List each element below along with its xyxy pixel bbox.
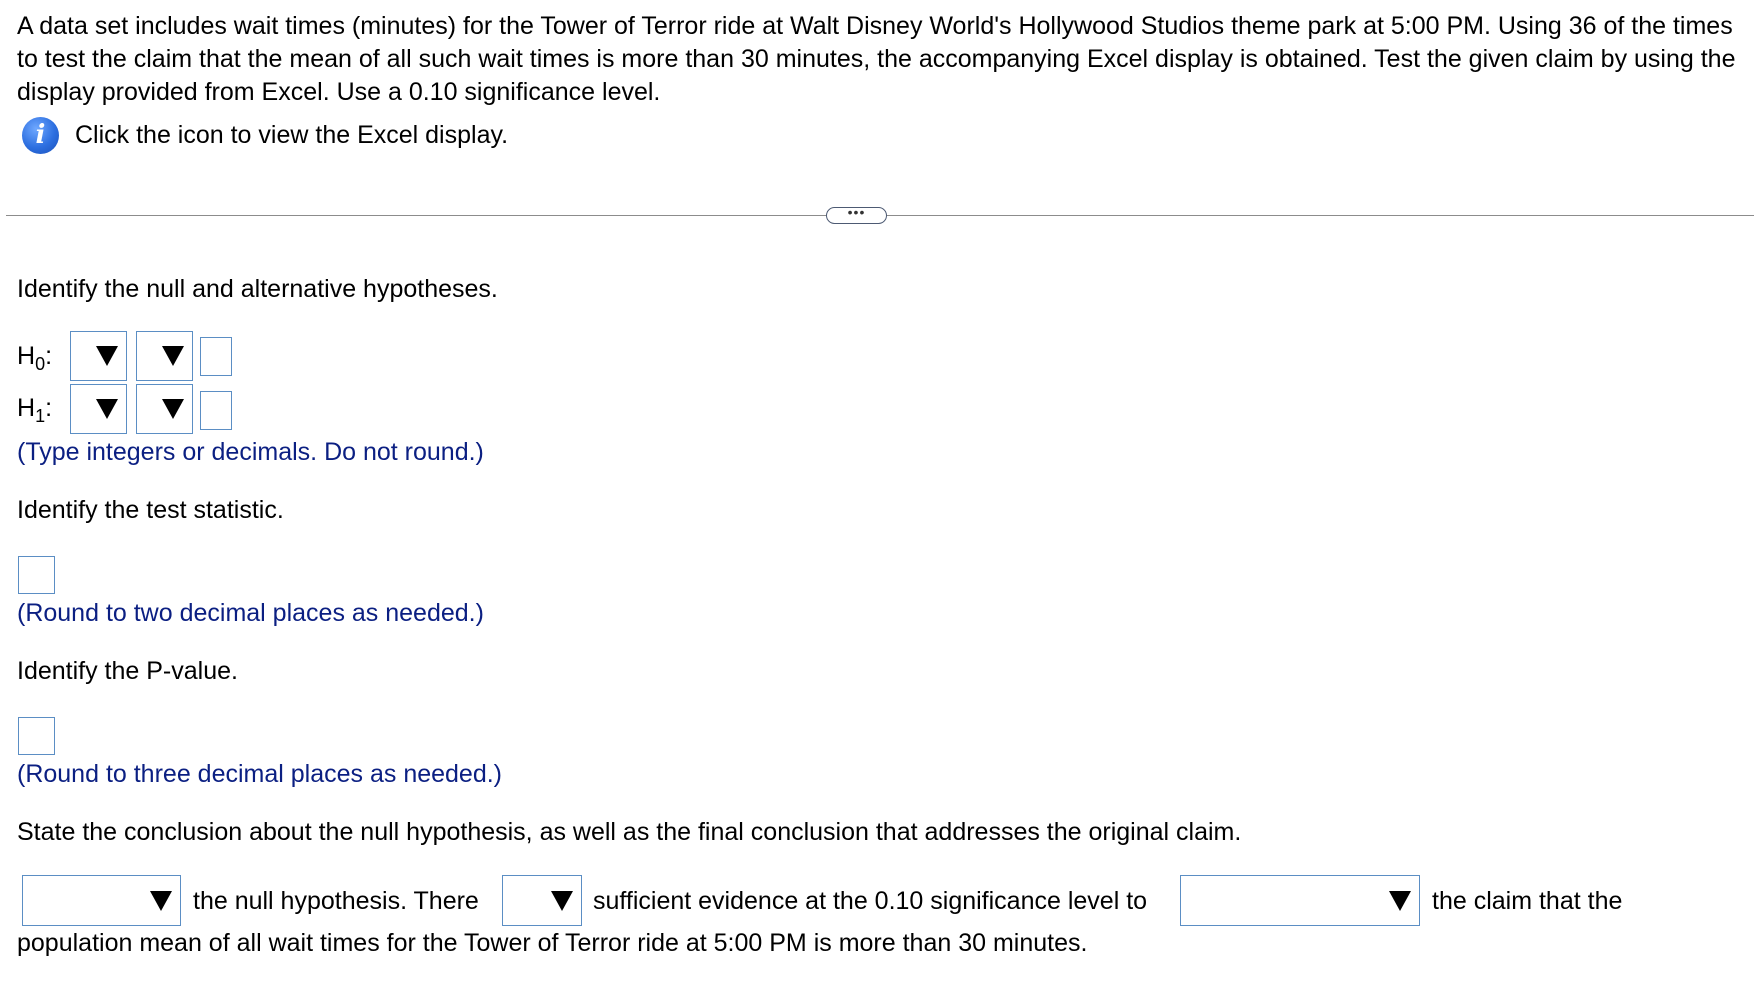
h0-label: $H_0$:	[17, 342, 53, 374]
test-statistic-prompt: Identify the test statistic.	[17, 496, 284, 524]
chevron-down-icon	[150, 891, 172, 911]
conclusion-prompt: State the conclusion about the null hypothesis, as well as the final conclusion that addresses the original claim.	[17, 818, 1242, 846]
test-statistic-input[interactable]	[18, 556, 55, 594]
h1-operator-dropdown[interactable]	[136, 384, 193, 434]
reject-decision-dropdown[interactable]	[22, 875, 181, 926]
p-value-input[interactable]	[18, 717, 55, 755]
h1-value-input[interactable]	[200, 391, 232, 430]
excel-display-link[interactable]	[22, 115, 508, 155]
h0-parameter-dropdown[interactable]	[70, 331, 127, 381]
h1-label: $H_1$:	[17, 394, 53, 426]
hypotheses-prompt: Identify the null and alternative hypotheses.	[17, 275, 498, 303]
conclusion-text-4: population mean of all wait times for the Tower of Terror ride at 5:00 PM is more than 30 minutes.	[17, 929, 1088, 957]
conclusion-text-3: the claim that the	[1432, 887, 1623, 915]
info-icon[interactable]: i	[22, 117, 59, 154]
hypotheses-hint: (Type integers or decimals. Do not round.)	[17, 438, 484, 466]
p-value-hint: (Round to three decimal places as needed.)	[17, 760, 503, 788]
h0-value-input[interactable]	[200, 337, 232, 376]
more-options-button[interactable]: •••	[826, 207, 887, 224]
h0-operator-dropdown[interactable]	[136, 331, 193, 381]
chevron-down-icon	[551, 891, 573, 911]
chevron-down-icon	[96, 399, 118, 419]
evidence-dropdown[interactable]	[502, 875, 582, 926]
claim-support-dropdown[interactable]	[1180, 875, 1420, 926]
p-value-prompt: Identify the P-value.	[17, 657, 238, 685]
conclusion-text-2: sufficient evidence at the 0.10 significance level to	[593, 887, 1148, 915]
chevron-down-icon	[1389, 891, 1411, 911]
chevron-down-icon	[96, 346, 118, 366]
question-text: A data set includes wait times (minutes) for the Tower of Terror ride at Walt Disney World's Hollywood Studios theme park at 5:00 PM. Using 36 of the times to test the claim that the mean of all such wait times is more than 30 minutes, the accompanying Excel display is obtained. Test the given claim by using the display provided from Excel. Use a 0.10 significance level.	[17, 12, 1736, 106]
chevron-down-icon	[162, 399, 184, 419]
info-link-text: Click the icon to view the Excel display.	[75, 120, 509, 149]
test-statistic-hint: (Round to two decimal places as needed.)	[17, 599, 484, 627]
h1-parameter-dropdown[interactable]	[70, 384, 127, 434]
chevron-down-icon	[162, 346, 184, 366]
conclusion-text-1: the null hypothesis. There	[193, 887, 479, 915]
